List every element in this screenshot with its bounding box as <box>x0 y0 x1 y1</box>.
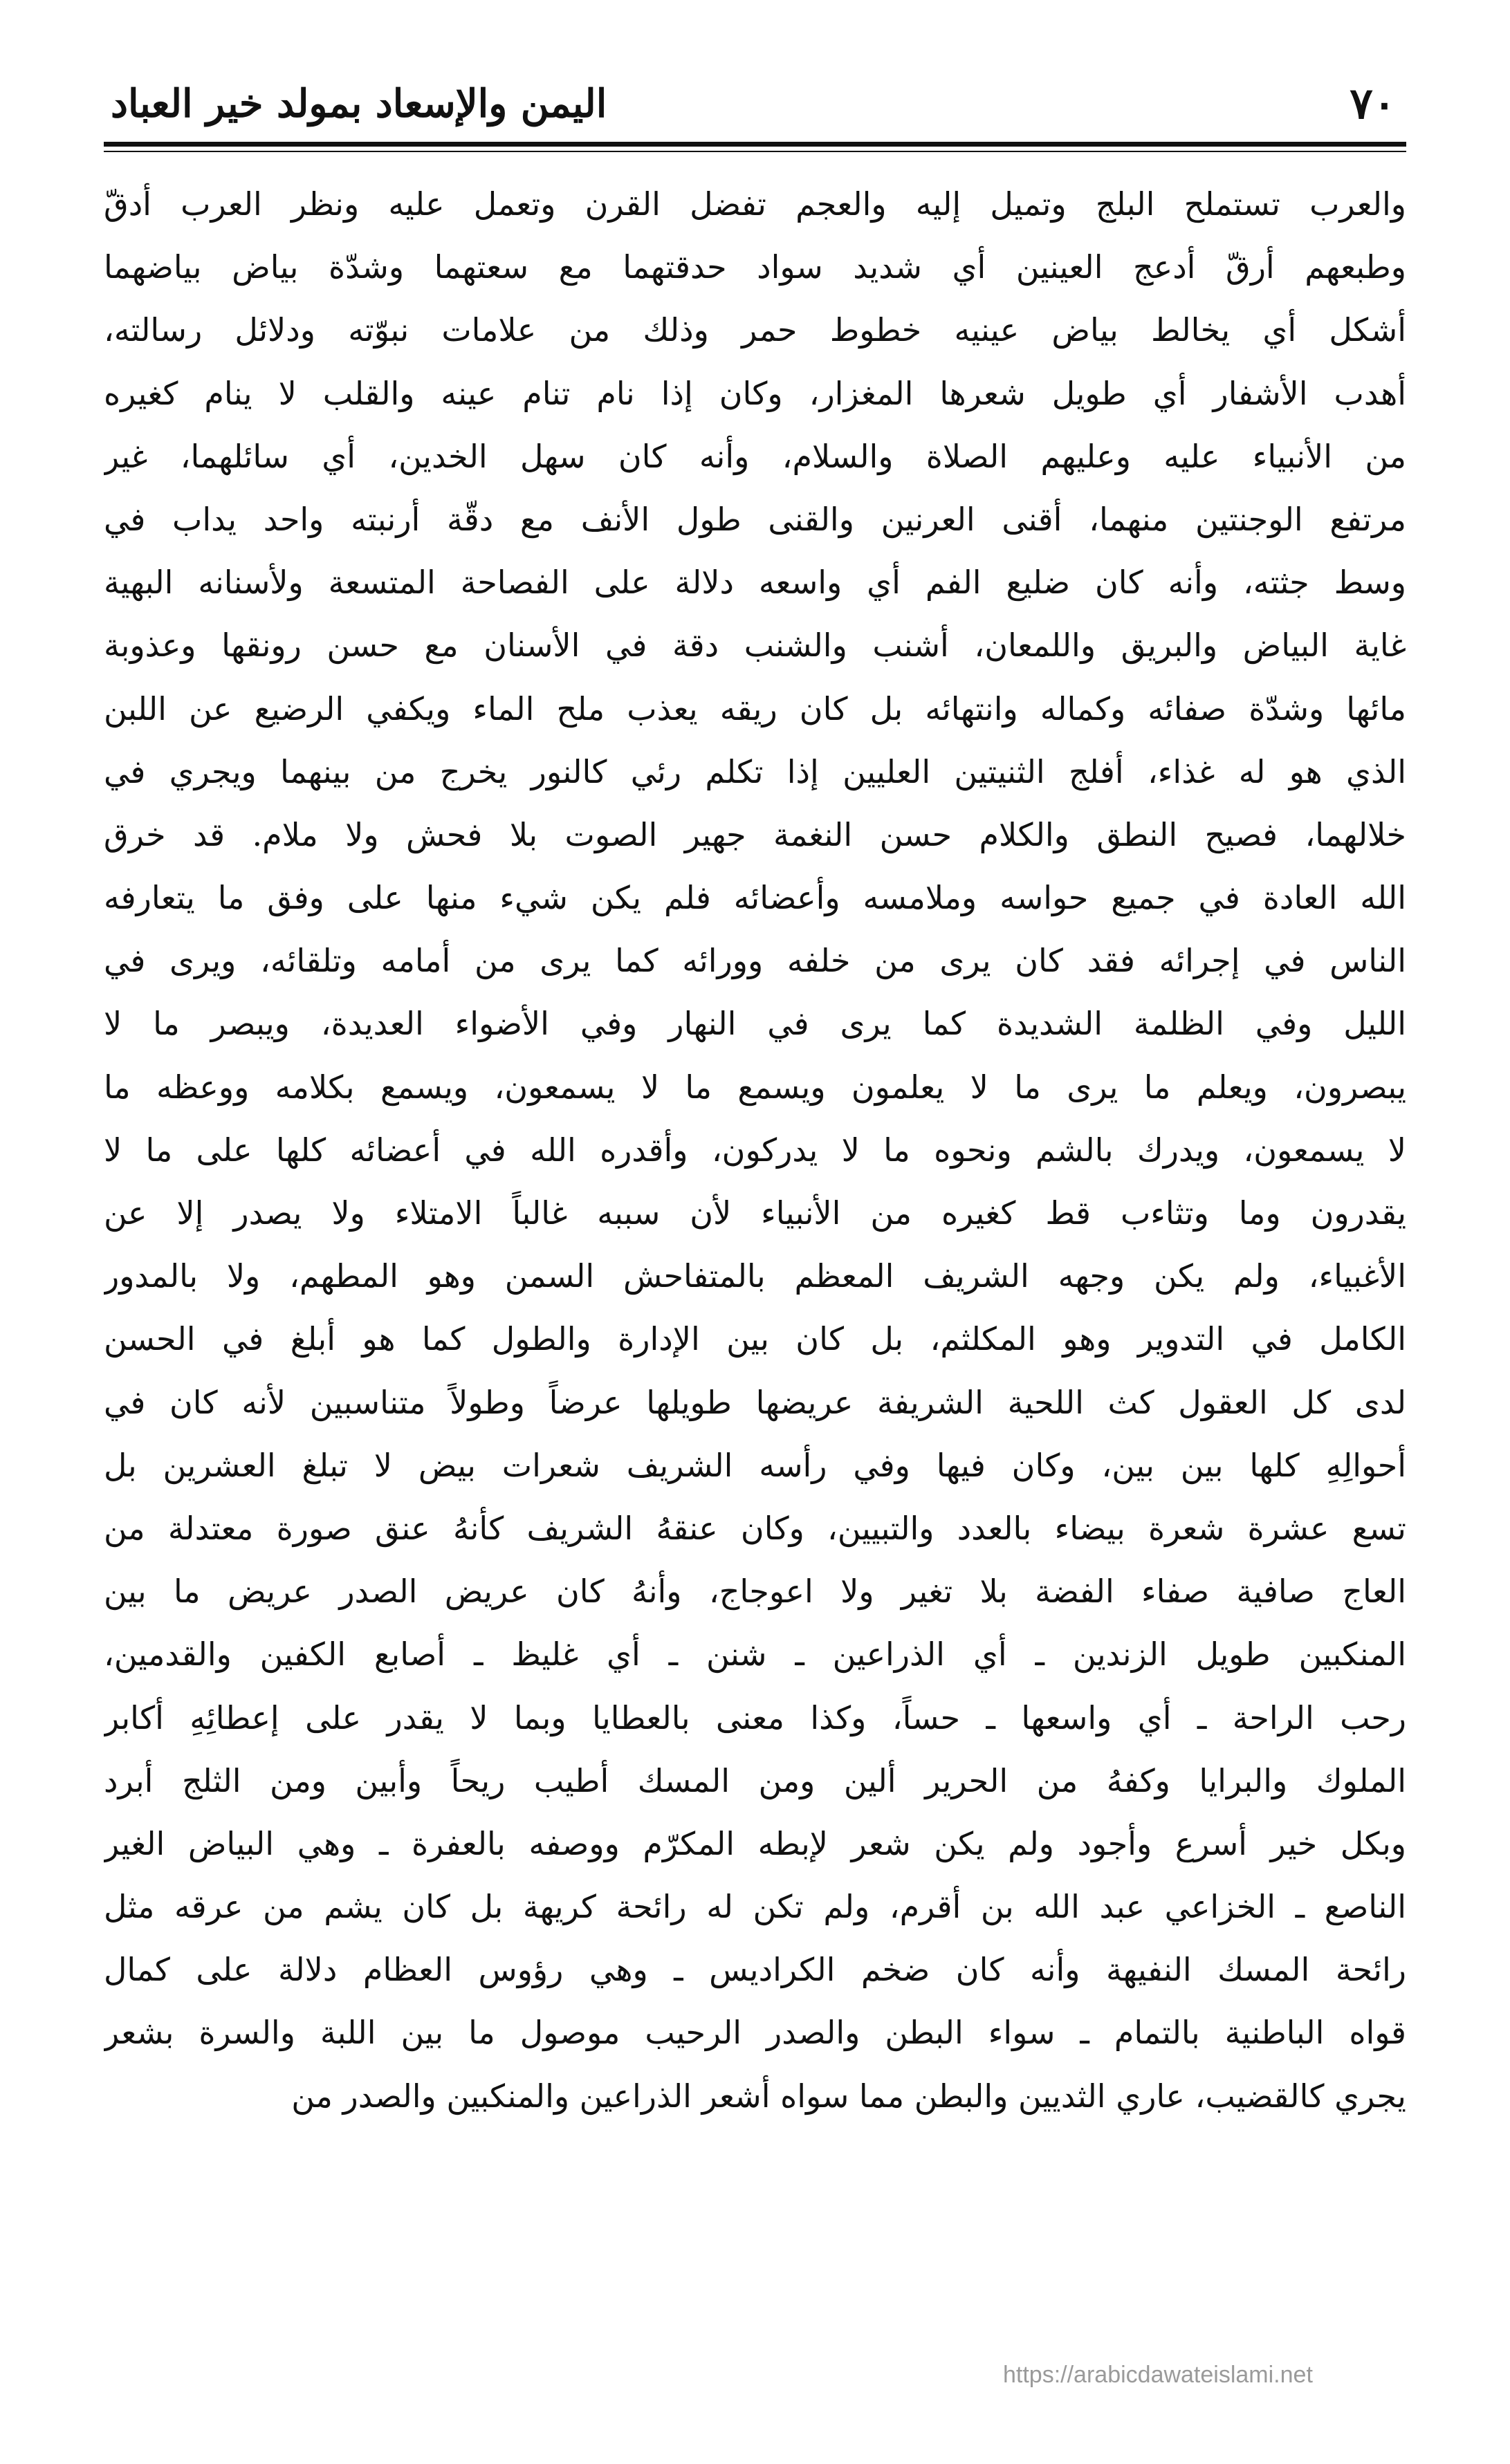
text-line: الكامل في التدوير وهو المكلثم، بل كان بين الإدارة والطول كما هو أبلغ في الحسن <box>104 1320 1406 1358</box>
text-line: أحوالِهِ كلها بين بين، وكان فيها وفي رأسه الشريف شعرات بيض لا تبلغ العشرين بل <box>104 1446 1406 1484</box>
text-line: رحب الراحة ـ أي واسعها ـ حساً، وكذا معنى بالعطايا وبما لا يقدر على إعطائِهِ أكابر <box>104 1698 1406 1736</box>
text-line: يبصرون، ويعلم ما يرى ما لا يعلمون ويسمع ما لا يسمعون، ويسمع بكلامه ووعظه ما <box>104 1068 1406 1106</box>
text-line: الأغبياء، ولم يكن وجهه الشريف المعظم بالمتفاحش السمن وهو المطهم، ولا بالمدور <box>104 1257 1406 1295</box>
body-text <box>104 173 1406 2128</box>
text-line: المنكبين طويل الزندين ـ أي الذراعين ـ شنن ـ أي غليظ ـ أصابع الكفين والقدمين، <box>104 1636 1406 1674</box>
text-line: الناس في إجرائه فقد كان يرى من خلفه وورائه كما يرى من أمامه وتلقائه، ويرى في <box>104 942 1406 980</box>
text-line: الملوك والبرايا وكفهُ من الحرير ألين ومن المسك أطيب ريحاً وأبين ومن الثلج أبرد <box>104 1761 1406 1799</box>
text-line: الليل وفي الظلمة الشديدة كما يرى في النهار وفي الأضواء العديدة، ويبصر ما لا <box>104 1005 1406 1043</box>
text-line: أشكل أي يخالط بياض عينيه خطوط حمر وذلك من علامات نبوّته ودلائل رسالته، <box>104 311 1406 349</box>
running-title: اليمن والإسعاد بمولد خير العباد <box>111 81 607 127</box>
text-line: رائحة المسك النفيهة وأنه كان ضخم الكراديس ـ وهي رؤوس العظام دلالة على كمال <box>104 1951 1406 1989</box>
text-line: خلالهما، فصيح النطق والكلام حسن النغمة جهير الصوت بلا فحش ولا ملام. قد خرق <box>104 815 1406 853</box>
page-number: ٧٠ <box>1350 78 1396 129</box>
text-line: تسع عشرة شعرة بيضاء بالعدد والتبيين، وكان عنقهُ الشريف كأنهُ عنق صورة معتدلة من <box>104 1509 1406 1547</box>
text-line: لا يسمعون، ويدرك بالشم ونحوه ما لا يدركون، وأقدره الله في أعضائه كلها على ما لا <box>104 1131 1406 1169</box>
text-line: الله العادة في جميع حواسه وملامسه وأعضائه فلم يكن شيء منها على وفق ما يتعارفه <box>104 879 1406 917</box>
text-line: يقدرون وما وتثاءب قط كغيره من الأنبياء لأن سببه غالباً الامتلاء ولا يصدر إلا عن <box>104 1194 1406 1232</box>
text-line: لدى كل العقول كث اللحية الشريفة عريضها طويلها عرضاً وطولاً متناسبين لأنه كان في <box>104 1383 1406 1421</box>
text-line: الذي هو له غذاء، أفلج الثنيتين العليين إذا تكلم رئي كالنور يخرج من بينهما ويجري في <box>104 752 1406 790</box>
text-line: يجري كالقضيب، عاري الثديين والبطن مما سواه أشعر الذراعين والمنكبين والصدر من <box>291 2077 1406 2115</box>
text-line: غاية البياض والبريق واللمعان، أشنب والشنب دقة في الأسنان مع حسن رونقها وعذوبة <box>104 627 1406 665</box>
text-line: والعرب تستملح البلج وتميل إليه والعجم تفضل القرن وتعمل عليه ونظر العرب أدقّ <box>104 185 1406 223</box>
text-line: العاج صافية صفاء الفضة بلا تغير ولا اعوجاج، وأنهُ كان عريض الصدر عريض ما بين <box>104 1573 1406 1611</box>
text-line: مائها وشدّة صفائه وكماله وانتهائه بل كان ريقه يعذب ملح الماء ويكفي الرضيع عن اللبن <box>104 689 1406 728</box>
text-line: قواه الباطنية بالتمام ـ سواء البطن والصدر الرحيب موصول ما بين اللبة والسرة بشعر <box>104 2014 1406 2052</box>
text-line: من الأنبياء عليه وعليهم الصلاة والسلام، وأنه كان سهل الخدين، أي سائلهما، غير <box>104 437 1406 475</box>
text-line: مرتفع الوجنتين منهما، أقنى العرنين والقنى طول الأنف مع دقّة أرنبته واحد يداب في <box>104 500 1406 538</box>
text-line: وبكل خير أسرع وأجود ولم يكن شعر لإبطه المكرّم ووصفه بالعفرة ـ وهي البياض الغير <box>104 1824 1406 1862</box>
text-line: وسط جثته، وأنه كان ضليع الفم أي واسعه دلالة على الفصاحة المتسعة ولأسنانه البهية <box>104 564 1406 602</box>
page-header <box>104 66 1406 142</box>
header-rule-thin <box>104 151 1406 152</box>
text-line: وطبعهم أرقّ أدعج العينين أي شديد سواد حدقتهما مع سعتهما وشدّة بياض بياضهما <box>104 248 1406 286</box>
header-rule-thick <box>104 142 1406 147</box>
text-line: الناصع ـ الخزاعي عبد الله بن أقرم، ولم تكن له رائحة كريهة بل كان يشم من عرقه مثل <box>104 1888 1406 1926</box>
watermark-url: https://arabicdawateislami.net <box>1003 2362 1313 2388</box>
text-line: أهدب الأشفار أي طويل شعرها المغزار، وكان إذا نام تنام عينه والقلب لا ينام كغيره <box>104 374 1406 412</box>
